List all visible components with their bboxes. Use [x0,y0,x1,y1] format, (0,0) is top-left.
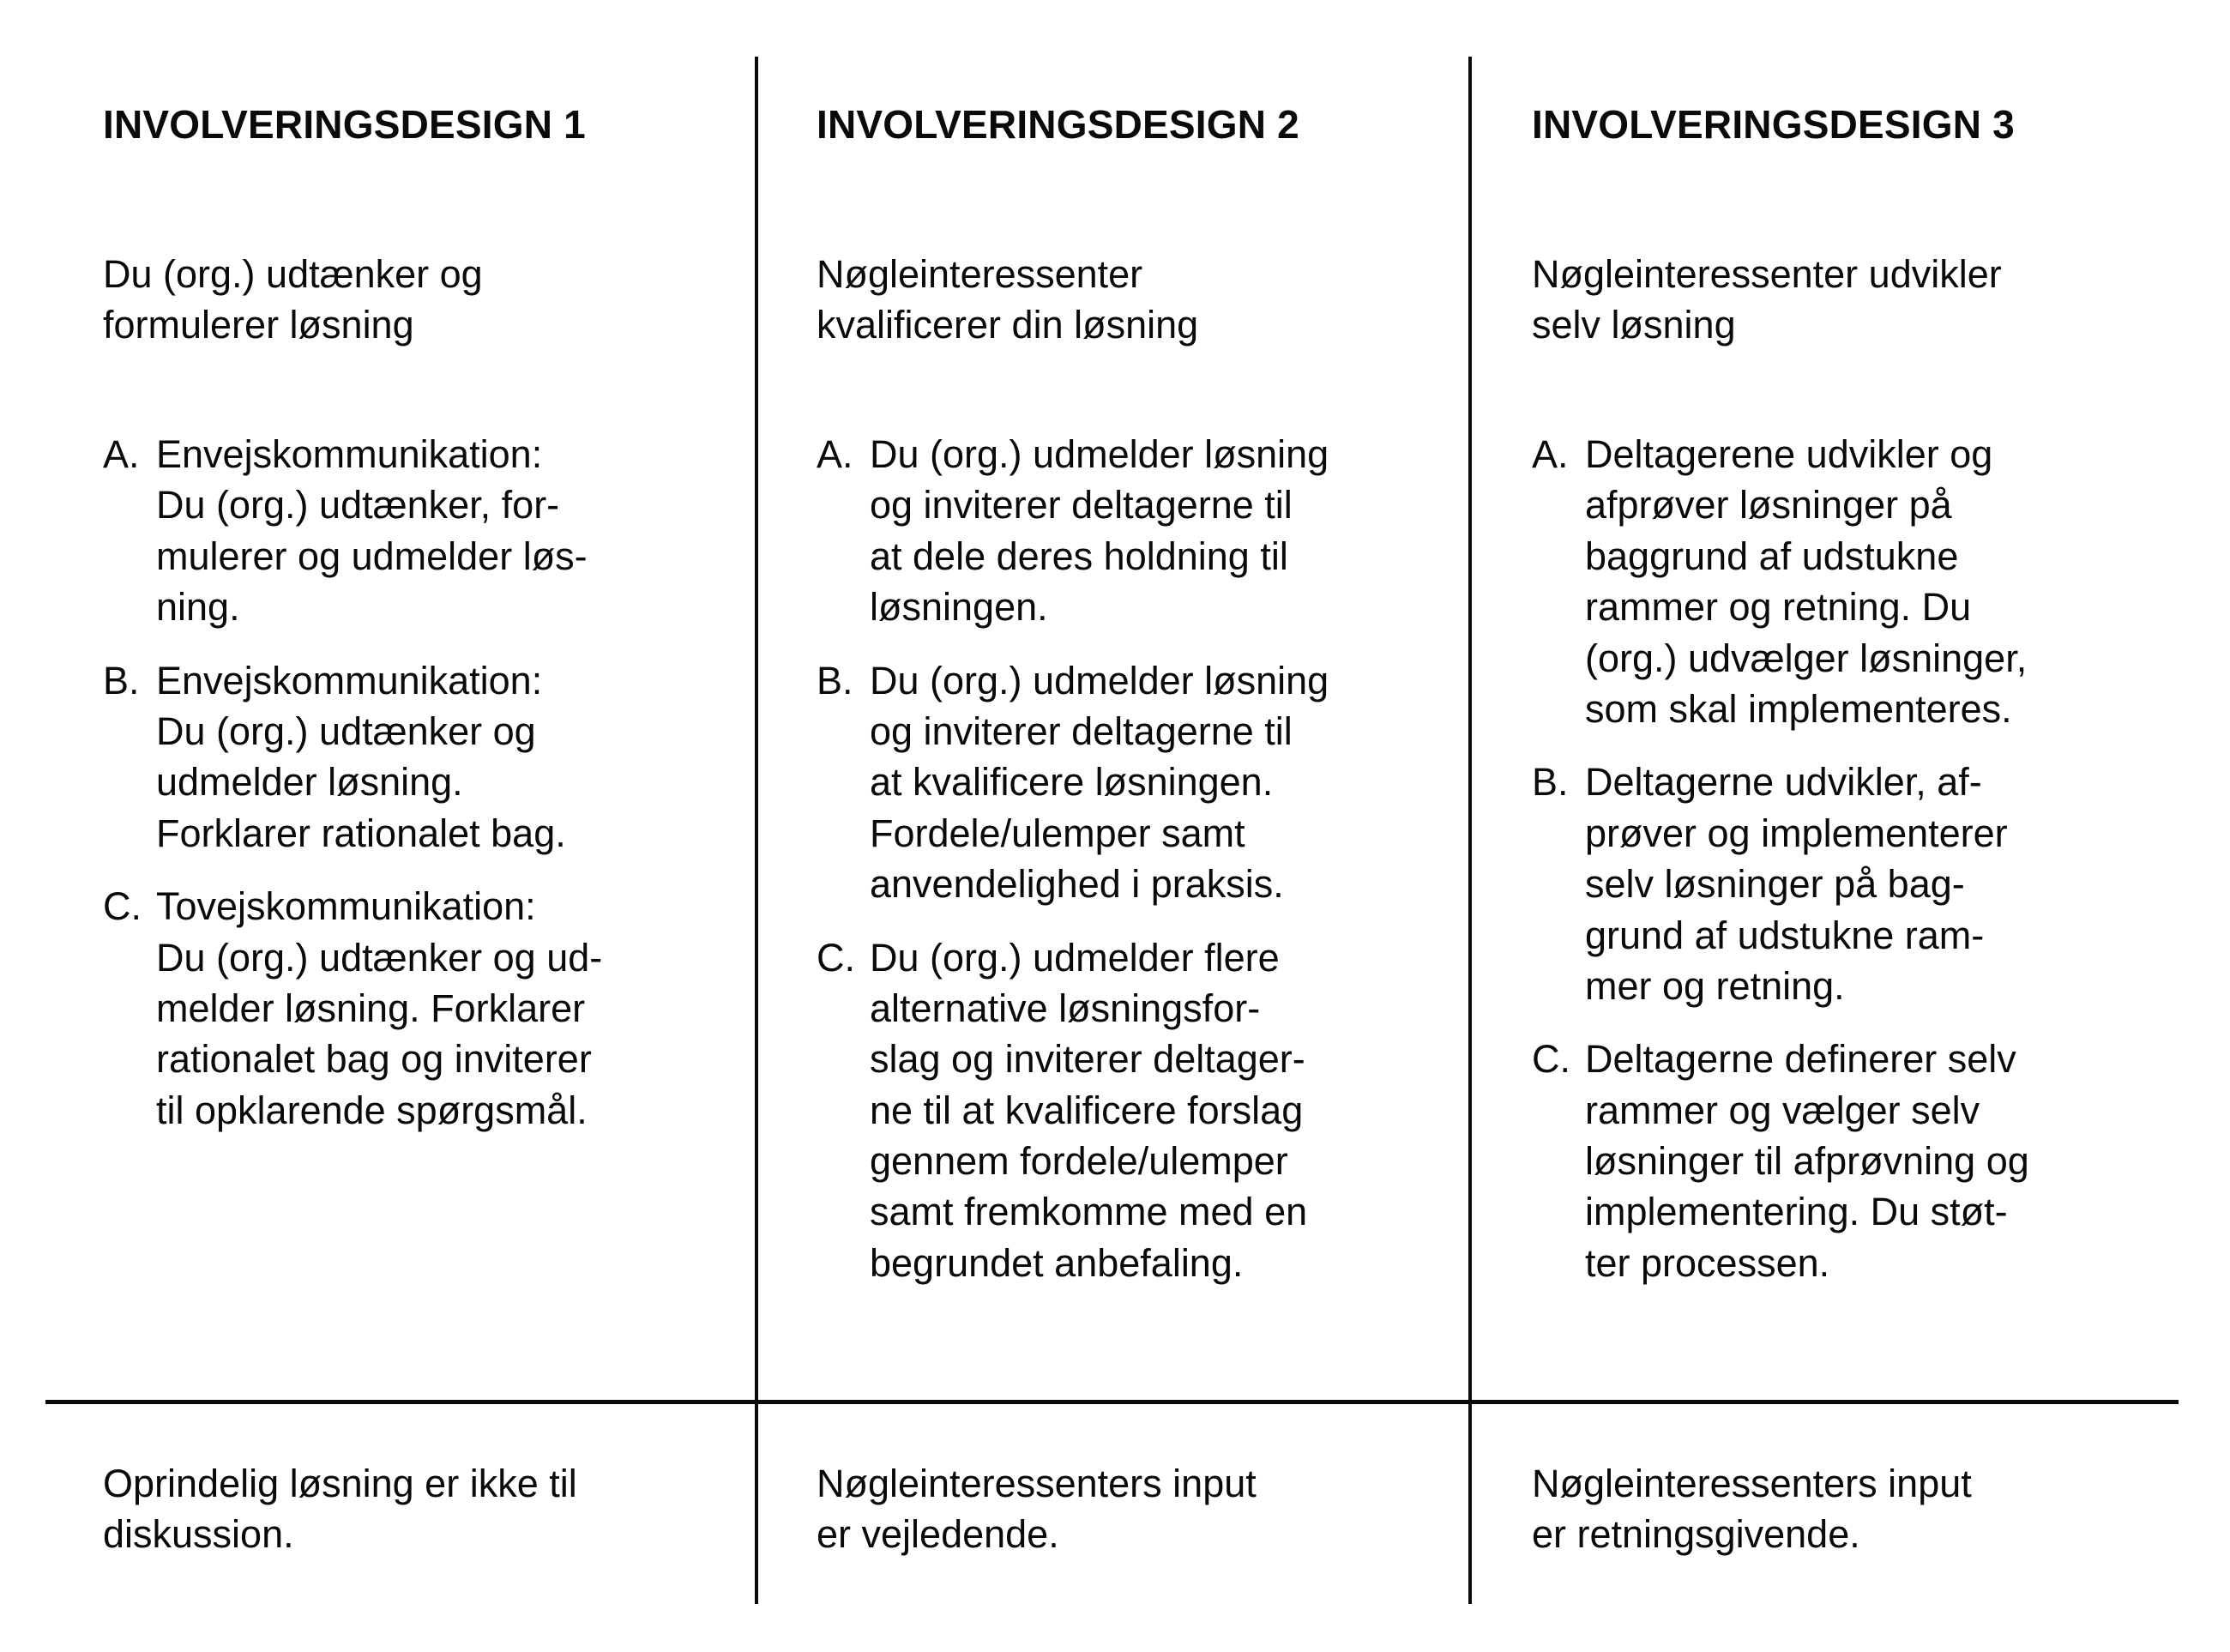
list-marker: C. [817,935,855,980]
text-line: løsningen. [870,585,1048,630]
column-title: INVOLVERINGSDESIGN 2 [817,102,1299,147]
list-item [103,429,602,633]
column-intro [103,249,483,351]
footer-line: Nøgleinteressenters input [1532,1462,1972,1505]
column-intro [1532,249,2002,351]
text-line: Envejskommunikation: [156,658,543,702]
option-list [1532,429,2029,1311]
list-item [1532,1034,2029,1288]
list-item [817,655,1329,910]
text-line: Forklarer rationalet bag. [156,811,566,855]
list-marker: A. [1532,432,1569,476]
list-marker: C. [103,884,142,929]
text-line: prøver og implementerer [1585,811,2008,855]
intro-line: Du (org.) udtænker og [103,252,483,296]
text-line: baggrund af udstukne [1585,534,1959,578]
column-divider-2 [1468,57,1472,1604]
text-line: ne til at kvalificere forslag [870,1088,1304,1132]
text-line: til opklarende spørgsmål. [156,1088,588,1132]
text-line: som skal implementeres. [1585,686,2012,731]
text-line: ter processen. [1585,1240,1830,1285]
text-line: mer og retning. [1585,963,1845,1008]
text-line: Du (org.) udtænker, for- [156,483,560,528]
list-item-text [156,429,602,633]
footer-line: diskussion. [103,1512,294,1557]
text-line: Deltagerne udvikler, af- [1585,760,1982,805]
list-item-text [156,655,602,859]
text-line: Deltagerne definerer selv [1585,1037,2016,1082]
text-line: Du (org.) udtænker og [156,708,536,753]
list-item [1532,429,2029,734]
list-marker: A. [817,432,853,476]
text-line: at kvalificere løsningen. [870,760,1274,805]
list-item-text [870,429,1329,633]
list-item-text [870,655,1329,910]
column-divider-1 [755,57,758,1604]
option-list [817,429,1329,1311]
list-marker: B. [817,658,853,702]
column-title: INVOLVERINGSDESIGN 1 [103,102,586,147]
text-line: Envejskommunikation: [156,432,543,476]
text-line: melder løsning. Forklarer [156,986,586,1030]
text-line: Du (org.) udtænker og ud- [156,935,603,980]
list-item [1532,757,2029,1011]
text-line: Du (org.) udmelder flere [870,935,1280,980]
column-intro [817,249,1198,351]
text-line: anvendelighed i praksis. [870,862,1284,907]
text-line: at dele deres holdning til [870,534,1288,578]
text-line: Du (org.) udmelder løsning [870,658,1329,702]
list-item [103,881,602,1136]
footer-line: er vejledende. [817,1512,1059,1557]
list-item-text [1585,1034,2029,1288]
intro-line: Nøgleinteressenter udvikler [1532,252,2002,296]
text-line: gennem fordele/ulemper [870,1139,1288,1184]
column-footer [817,1458,1257,1560]
text-line: samt fremkomme med en [870,1190,1308,1234]
text-line: (org.) udvælger løsninger, [1585,636,2028,680]
list-item-text [1585,757,2029,1011]
list-item-text [870,932,1329,1289]
text-line: rationalet bag og inviterer [156,1037,592,1082]
text-line: begrundet anbefaling. [870,1240,1244,1285]
footer-line: Oprindelig løsning er ikke til [103,1462,577,1505]
text-line: afprøver løsninger på [1585,483,1952,528]
list-item-text [156,881,602,1136]
column-footer [103,1458,577,1560]
text-line: rammer og retning. Du [1585,585,1972,630]
column-involveringsdesign-3 [1532,0,2167,1652]
intro-line: Nøgleinteressenter [817,252,1143,296]
text-line: ning. [156,585,240,630]
footer-line: er retningsgivende. [1532,1512,1860,1557]
text-line: mulerer og udmelder løs- [156,534,588,578]
text-line: implementering. Du støt- [1585,1190,2008,1234]
list-marker: B. [103,658,140,702]
text-line: rammer og vælger selv [1585,1088,1980,1132]
text-line: Du (org.) udmelder løsning [870,432,1329,476]
column-footer [1532,1458,1972,1560]
text-line: slag og inviterer deltager- [870,1037,1305,1082]
text-line: og inviterer deltagerne til [870,708,1293,753]
column-involveringsdesign-1 [103,0,729,1652]
list-marker: C. [1532,1037,1570,1082]
list-item-text [1585,429,2029,734]
text-line: Fordele/ulemper samt [870,811,1245,855]
intro-line: formulerer løsning [103,303,414,347]
column-involveringsdesign-2 [817,0,1443,1652]
intro-line: selv løsning [1532,303,1736,347]
list-marker: A. [103,432,140,476]
list-marker: B. [1532,760,1569,805]
text-line: udmelder løsning. [156,760,463,805]
text-line: alternative løsningsfor- [870,986,1261,1030]
text-line: Deltagerene udvikler og [1585,432,1993,476]
footer-line: Nøgleinteressenters input [817,1462,1257,1505]
intro-line: kvalificerer din løsning [817,303,1199,347]
list-item [103,655,602,859]
text-line: løsninger til afprøvning og [1585,1139,2029,1184]
text-line: og inviterer deltagerne til [870,483,1293,528]
text-line: grund af udstukne ram- [1585,913,1985,957]
column-title: INVOLVERINGSDESIGN 3 [1532,102,2015,147]
list-item [817,932,1329,1289]
option-list [103,429,602,1158]
text-line: Tovejskommunikation: [156,884,536,929]
text-line: selv løsninger på bag- [1585,862,1965,907]
list-item [817,429,1329,633]
